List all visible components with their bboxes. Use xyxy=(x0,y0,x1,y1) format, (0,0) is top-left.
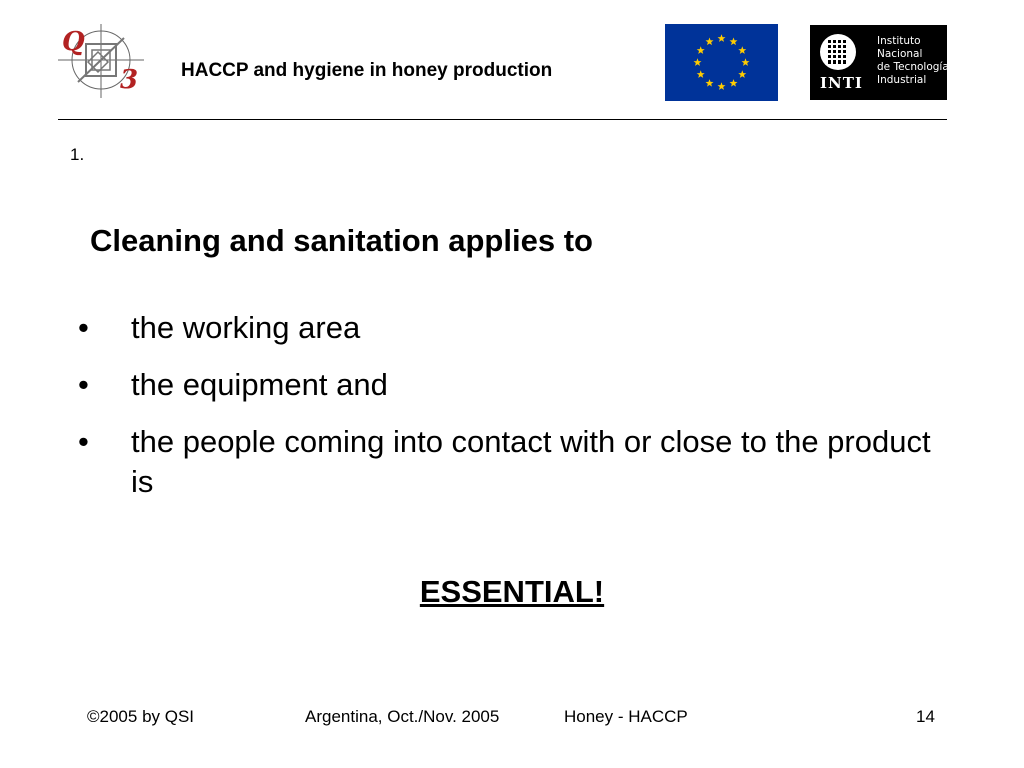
bullet-marker: • xyxy=(78,424,89,459)
bullet-item xyxy=(78,422,938,502)
inti-name-line: Nacional xyxy=(877,48,923,60)
eu-star-icon xyxy=(697,70,705,78)
bullet-list xyxy=(78,308,938,519)
eu-star-icon xyxy=(706,38,714,46)
emphasis-text: ESSENTIAL! xyxy=(419,574,605,609)
bullet-marker: • xyxy=(78,367,89,402)
eu-flag-icon xyxy=(665,24,778,101)
eu-star-icon xyxy=(718,34,726,42)
eu-star-icon xyxy=(718,82,726,90)
inti-name xyxy=(877,35,949,87)
slide-label: 1. xyxy=(70,145,85,164)
eu-star-icon xyxy=(730,38,738,46)
eu-star-icon xyxy=(738,46,746,54)
footer-topic: Honey - HACCP xyxy=(564,707,688,726)
bullet-text: the working area xyxy=(131,310,361,345)
header-divider xyxy=(58,119,947,120)
inti-name-line: Instituto xyxy=(877,35,921,47)
inti-name-line: Industrial xyxy=(877,74,927,86)
bullet-item xyxy=(78,365,938,405)
header-title: HACCP and hygiene in honey production xyxy=(181,60,553,81)
slide-heading: Cleaning and sanitation applies to xyxy=(90,223,593,258)
svg-text:Q: Q xyxy=(62,27,85,57)
eu-star-icon xyxy=(738,70,746,78)
footer-page-number: 14 xyxy=(916,707,935,726)
eu-star-icon xyxy=(706,79,714,87)
bullet-item xyxy=(78,308,938,348)
eu-star-icon xyxy=(742,58,750,66)
qsi-q3-logo xyxy=(58,22,148,100)
bullet-text: the equipment and xyxy=(131,367,388,402)
inti-logo xyxy=(810,25,947,100)
eu-star-icon xyxy=(694,58,702,66)
eu-star-icon xyxy=(730,79,738,87)
bullet-text xyxy=(78,422,938,502)
footer-copyright: ©2005 by QSI xyxy=(87,707,195,726)
inti-grid-icon xyxy=(820,34,856,70)
inti-wordmark: INTI xyxy=(820,74,863,92)
svg-text:3: 3 xyxy=(120,65,139,95)
bullet-marker: • xyxy=(78,310,89,345)
bullet-text-content: the people coming into contact with or close to the product is xyxy=(131,424,931,499)
inti-name-line: de Tecnología xyxy=(877,61,949,73)
eu-star-icon xyxy=(697,46,705,54)
footer-event: Argentina, Oct./Nov. 2005 xyxy=(305,707,500,726)
